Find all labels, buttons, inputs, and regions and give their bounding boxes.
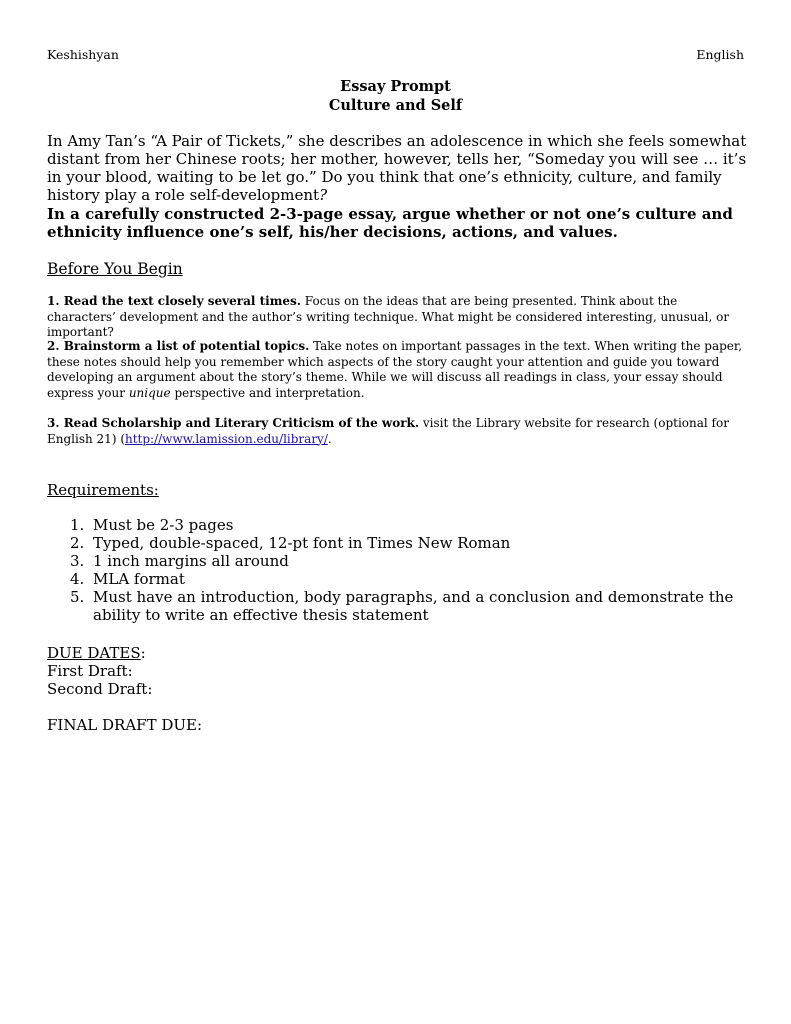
step-2-emphasis: unique — [128, 385, 171, 400]
requirements-heading: Requirements: — [47, 481, 159, 499]
list-item — [47, 534, 747, 552]
list-item — [47, 516, 747, 534]
header-author: Keshishyan — [47, 47, 119, 62]
due-dates-label: DUE DATES — [47, 644, 141, 662]
list-item-number: 3. — [70, 552, 85, 570]
list-item-text: MLA format — [93, 570, 185, 588]
step-1-lead: 1. Read the text closely several times. — [47, 294, 301, 308]
list-item-text: Must have an introduction, body paragraphs, and a conclusion and demonstrate the ability to write an effective thesis statement — [93, 588, 734, 624]
step-1-text: Focus on the ideas that are being presented. Think about the characters’ development and the author’s writing technique. What might be considered interesting, unusual, or important? — [47, 294, 730, 340]
header-course: English — [696, 47, 744, 62]
list-item — [47, 570, 747, 588]
step-2 — [47, 339, 747, 401]
second-draft-label: Second Draft: — [47, 680, 153, 698]
library-link[interactable]: http://www.lamission.edu/library/ — [125, 431, 328, 446]
thesis-prompt: In a carefully constructed 2-3-page essay, argue whether or not one’s culture and ethnicity influence one’s self, his/her decisions, actions, and values. — [47, 205, 733, 241]
due-dates-heading — [47, 644, 146, 662]
step-2-lead: 2. Brainstorm a list of potential topics. — [47, 339, 310, 353]
intro-text: In Amy Tan’s “A Pair of Tickets,” she describes an adolescence in which she feels somewhat distant from her Chinese roots; her mother, however, tells her, “Someday you will see … it’s in your blood, waiting to be let go.” Do you think that one’s ethnicity, culture, and family history play a role self-development — [47, 132, 747, 204]
final-draft-label: FINAL DRAFT DUE: — [47, 716, 203, 734]
requirements-list — [47, 516, 747, 624]
list-item-number: 4. — [70, 570, 85, 588]
list-item-number: 2. — [70, 534, 85, 552]
before-you-begin-heading: Before You Begin — [47, 260, 183, 278]
due-dates-colon: : — [140, 644, 146, 662]
step-3-text-end: . — [327, 431, 332, 446]
list-item-text: Typed, double-spaced, 12-pt font in Times New Roman — [93, 534, 511, 552]
list-item-text: Must be 2-3 pages — [93, 516, 234, 534]
intro-question-mark: ? — [319, 186, 328, 204]
step-2-text: Take notes on important passages in the text. When writing the paper, these notes should help you remember which aspects of the story caught your attention and guide you toward developing an argument about the story’s theme. While we will discuss all readings in class, your essay should express your — [47, 339, 743, 400]
list-item-number: 5. — [70, 588, 85, 606]
document-subtitle: Culture and Self — [328, 97, 463, 114]
list-item — [47, 552, 747, 570]
step-3-lead: 3. Read Scholarship and Literary Criticism of the work. — [47, 416, 420, 430]
first-draft-label: First Draft: — [47, 662, 133, 680]
intro-paragraph — [47, 132, 747, 204]
list-item — [47, 588, 747, 624]
step-3-text: visit the Library website for research (optional for English 21) ( — [47, 416, 729, 446]
step-2-text-end: perspective and interpretation. — [170, 385, 365, 400]
step-3 — [47, 416, 747, 447]
list-item-text: 1 inch margins all around — [93, 552, 289, 570]
document-title: Essay Prompt — [340, 78, 451, 95]
step-1 — [47, 294, 747, 341]
list-item-number: 1. — [70, 516, 85, 534]
